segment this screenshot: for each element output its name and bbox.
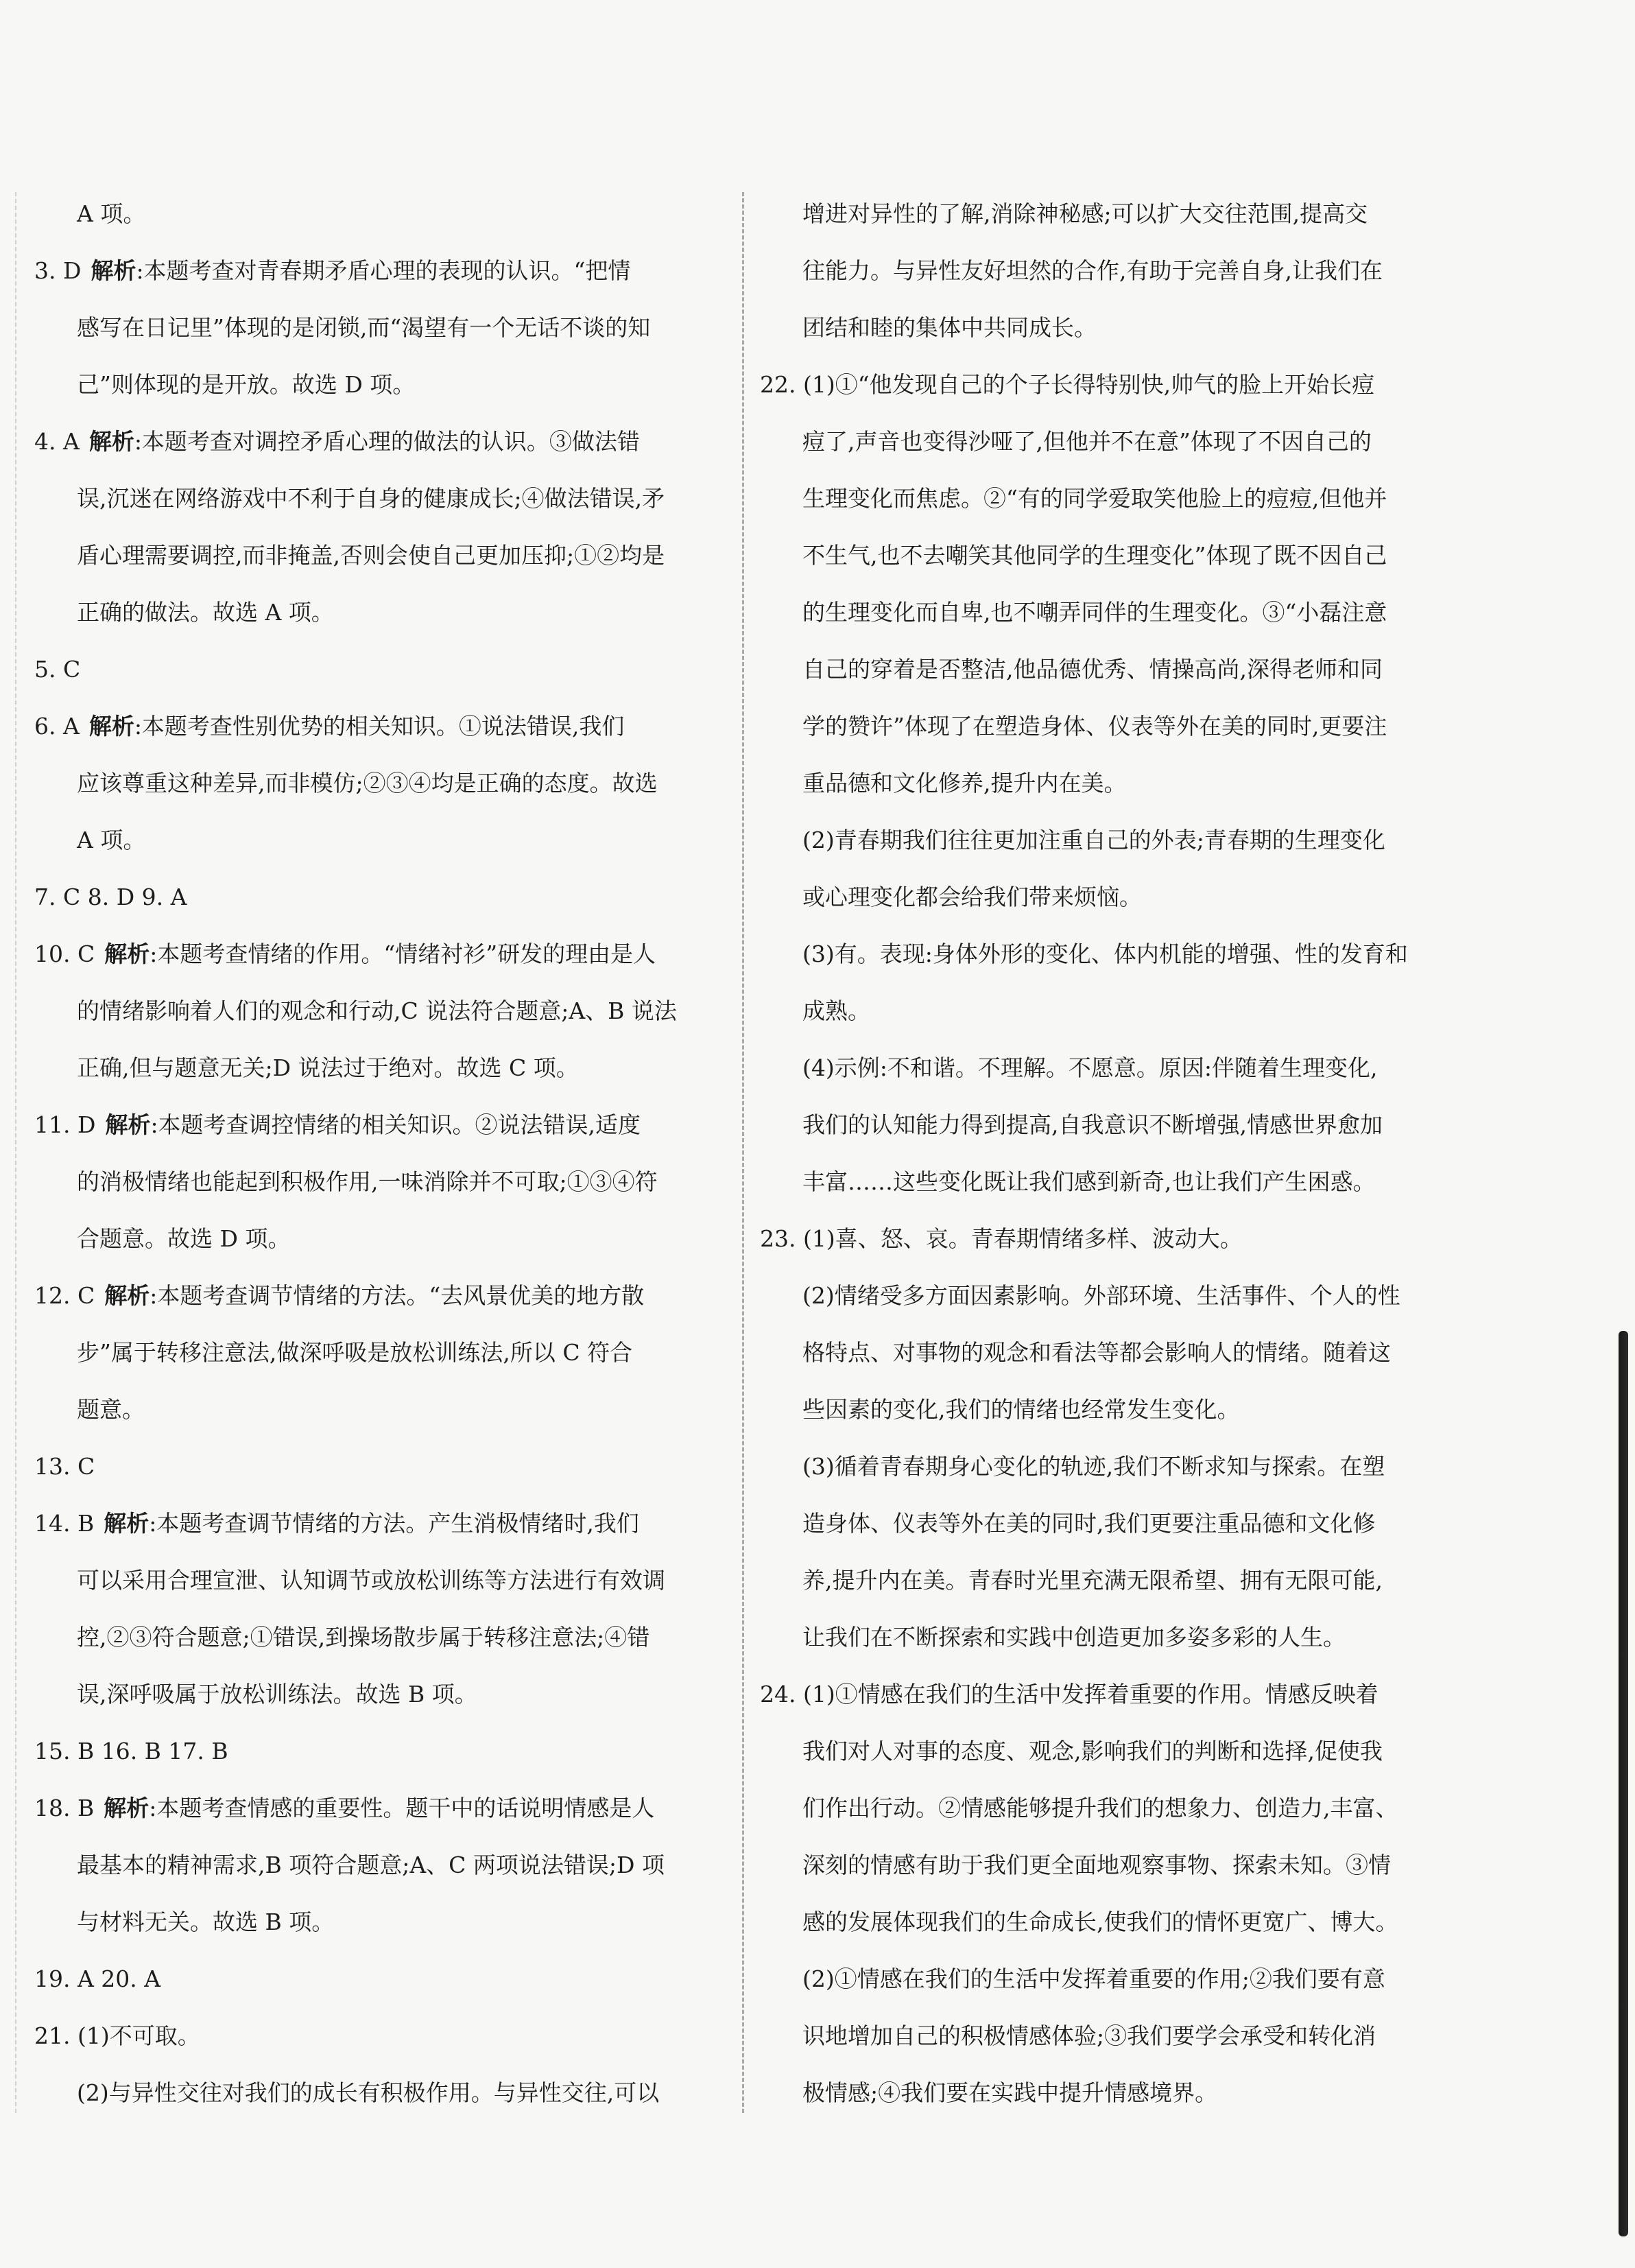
- text-line: (2)情绪受多方面因素影响。外部环境、生活事件、个人的性: [802, 1282, 1400, 1309]
- answer-number: 3. D: [34, 257, 82, 284]
- left-margin-rule: [15, 192, 16, 2113]
- text-line: 盾心理需要调控,而非掩盖,否则会使自己更加压抑;①②均是: [77, 542, 665, 569]
- answer-number: 4. A: [34, 428, 80, 455]
- analysis-text: :本题考查调控情绪的相关知识。②说法错误,适度: [150, 1111, 641, 1138]
- answer-item: [34, 242, 727, 299]
- text-line: 合题意。故选 D 项。: [77, 1225, 291, 1252]
- analysis-text: :本题考查对青春期矛盾心理的表现的认识。“把情: [136, 257, 631, 284]
- text-line: 极情感;④我们要在实践中提升情感境界。: [802, 2079, 1218, 2106]
- text-line: 让我们在不断探索和实践中创造更加多姿多彩的人生。: [802, 1624, 1346, 1651]
- text-line: 己”则体现的是开放。故选 D 项。: [77, 371, 416, 398]
- right-column: [760, 185, 1446, 2121]
- analysis-text: :本题考查情感的重要性。题干中的话说明情感是人: [149, 1795, 655, 1821]
- text-line: 自己的穿着是否整洁,他品德优秀、情操高尚,深得老师和同: [802, 656, 1383, 683]
- text-line: 不生气,也不去嘲笑其他同学的生理变化”体现了既不因自己: [802, 542, 1387, 569]
- answer-item: [34, 1267, 727, 1324]
- answer-item: [34, 698, 727, 755]
- text-line: 应该尊重这种差异,而非模仿;②③④均是正确的态度。故选: [77, 770, 658, 796]
- text-line: 痘了,声音也变得沙哑了,但他并不在意”体现了不因自己的: [802, 428, 1372, 455]
- text-line: 我们的认知能力得到提高,自我意识不断增强,情感世界愈加: [802, 1111, 1383, 1138]
- text-line: 造身体、仪表等外在美的同时,我们更要注重品德和文化修: [802, 1510, 1376, 1537]
- text-line: (2)青春期我们往往更加注重自己的外表;青春期的生理变化: [802, 827, 1385, 853]
- text-line: 成熟。: [802, 997, 870, 1024]
- text-line: 学的赞许”体现了在塑造身体、仪表等外在美的同时,更要注: [802, 713, 1387, 740]
- analysis-label: 解析: [105, 1111, 151, 1138]
- text-line: A 项。: [77, 827, 146, 853]
- text-line: 丰富……这些变化既让我们感到新奇,也让我们产生困惑。: [802, 1168, 1376, 1195]
- answer-item: [34, 925, 727, 982]
- text-line: 或心理变化都会给我们带来烦恼。: [802, 884, 1142, 910]
- text-line: 的情绪影响着人们的观念和行动,C 说法符合题意;A、B 说法: [77, 997, 677, 1024]
- text-line: 们作出行动。②情感能够提升我们的想象力、创造力,丰富、: [802, 1795, 1398, 1821]
- analysis-label: 解析: [104, 941, 150, 967]
- text-line: (3)有。表现:身体外形的变化、体内机能的增强、性的发育和: [802, 941, 1408, 967]
- analysis-text: :本题考查性别优势的相关知识。①说法错误,我们: [134, 713, 625, 740]
- answer-number: 14. B: [34, 1510, 95, 1537]
- text-line: 深刻的情感有助于我们更全面地观察事物、探索未知。③情: [802, 1852, 1391, 1878]
- left-column: [34, 185, 727, 2121]
- text-line: 感的发展体现我们的生命成长,使我们的情怀更宽广、博大。: [802, 1909, 1398, 1935]
- text-line: 步”属于转移注意法,做深呼吸是放松训练法,所以 C 符合: [77, 1339, 633, 1366]
- analysis-text: :本题考查情绪的作用。“情绪衬衫”研发的理由是人: [150, 941, 656, 967]
- text-line: A 项。: [77, 200, 146, 227]
- text-line: 19. A 20. A: [34, 1965, 161, 1992]
- text-line: 22. (1)①“他发现自己的个子长得特别快,帅气的脸上开始长痘: [760, 371, 1375, 398]
- analysis-text: :本题考查调节情绪的方法。“去风景优美的地方散: [150, 1282, 645, 1309]
- text-line: 24. (1)①情感在我们的生活中发挥着重要的作用。情感反映着: [760, 1681, 1379, 1708]
- text-line: 我们对人对事的态度、观念,影响我们的判断和选择,促使我: [802, 1738, 1383, 1764]
- text-line: 团结和睦的集体中共同成长。: [802, 314, 1097, 341]
- text-line: 可以采用合理宣泄、认知调节或放松训练等方法进行有效调: [77, 1567, 665, 1594]
- answer-number: 6. A: [34, 713, 80, 740]
- text-line: (3)循着青春期身心变化的轨迹,我们不断求知与探索。在塑: [802, 1453, 1385, 1480]
- analysis-label: 解析: [104, 1795, 150, 1821]
- column-divider: [742, 192, 744, 2113]
- text-line: (4)示例:不和谐。不理解。不愿意。原因:伴随着生理变化,: [802, 1054, 1378, 1081]
- text-line: 的消极情绪也能起到积极作用,一味消除并不可取;①③④符: [77, 1168, 658, 1195]
- answer-number: 10. C: [34, 941, 95, 967]
- answer-item: [34, 413, 727, 470]
- text-line: 养,提升内在美。青春时光里充满无限希望、拥有无限可能,: [802, 1567, 1383, 1594]
- text-line: 增进对异性的了解,消除神秘感;可以扩大交往范围,提高交: [802, 200, 1368, 227]
- text-line: 误,沉迷在网络游戏中不利于自身的健康成长;④做法错误,矛: [77, 485, 665, 512]
- answer-item: [34, 1495, 727, 1552]
- analysis-label: 解析: [104, 1510, 150, 1537]
- text-line: 与材料无关。故选 B 项。: [77, 1909, 335, 1935]
- analysis-label: 解析: [104, 1282, 150, 1309]
- text-line: 感写在日记里”体现的是闭锁,而“渴望有一个无话不谈的知: [77, 314, 651, 341]
- text-line: 最基本的精神需求,B 项符合题意;A、C 两项说法错误;D 项: [77, 1852, 665, 1878]
- analysis-text: :本题考查调节情绪的方法。产生消极情绪时,我们: [149, 1510, 639, 1537]
- answer-number: 18. B: [34, 1795, 95, 1821]
- text-line: (2)①情感在我们的生活中发挥着重要的作用;②我们要有意: [802, 1965, 1385, 1992]
- text-line: 往能力。与异性友好坦然的合作,有助于完善自身,让我们在: [802, 257, 1383, 284]
- answer-item: [34, 1780, 727, 1836]
- answer-number: 12. C: [34, 1282, 95, 1309]
- text-line: 识地增加自己的积极情感体验;③我们要学会承受和转化消: [802, 2022, 1376, 2049]
- analysis-label: 解析: [88, 713, 134, 740]
- text-line: 的生理变化而自卑,也不嘲弄同伴的生理变化。③“小磊注意: [802, 599, 1387, 626]
- answer-item: [34, 1096, 727, 1153]
- text-line: 格特点、对事物的观念和看法等都会影响人的情绪。随着这: [802, 1339, 1391, 1366]
- text-line: 5. C: [34, 656, 81, 683]
- text-line: 控,②③符合题意;①错误,到操场散步属于转移注意法;④错: [77, 1624, 650, 1651]
- analysis-label: 解析: [91, 257, 136, 284]
- text-line: 误,深呼吸属于放松训练法。故选 B 项。: [77, 1681, 477, 1708]
- scan-edge-shadow: [1619, 1331, 1628, 2236]
- answer-number: 11. D: [34, 1111, 96, 1138]
- text-line: 21. (1)不可取。: [34, 2022, 200, 2049]
- text-line: 正确的做法。故选 A 项。: [77, 599, 334, 626]
- analysis-label: 解析: [88, 428, 134, 455]
- analysis-text: :本题考查对调控矛盾心理的做法的认识。③做法错: [134, 428, 640, 455]
- text-line: 题意。: [77, 1396, 145, 1423]
- text-line: 重品德和文化修养,提升内在美。: [802, 770, 1127, 796]
- text-line: 23. (1)喜、怒、哀。青春期情绪多样、波动大。: [760, 1225, 1243, 1252]
- text-line: 7. C 8. D 9. A: [34, 884, 187, 910]
- text-line: 15. B 16. B 17. B: [34, 1738, 228, 1764]
- text-line: 13. C: [34, 1453, 95, 1480]
- text-line: 正确,但与题意无关;D 说法过于绝对。故选 C 项。: [77, 1054, 579, 1081]
- text-line: 些因素的变化,我们的情绪也经常发生变化。: [802, 1396, 1240, 1423]
- text-line: 生理变化而焦虑。②“有的同学爱取笑他脸上的痘痘,但他并: [802, 485, 1387, 512]
- text-line: (2)与异性交往对我们的成长有积极作用。与异性交往,可以: [77, 2079, 660, 2106]
